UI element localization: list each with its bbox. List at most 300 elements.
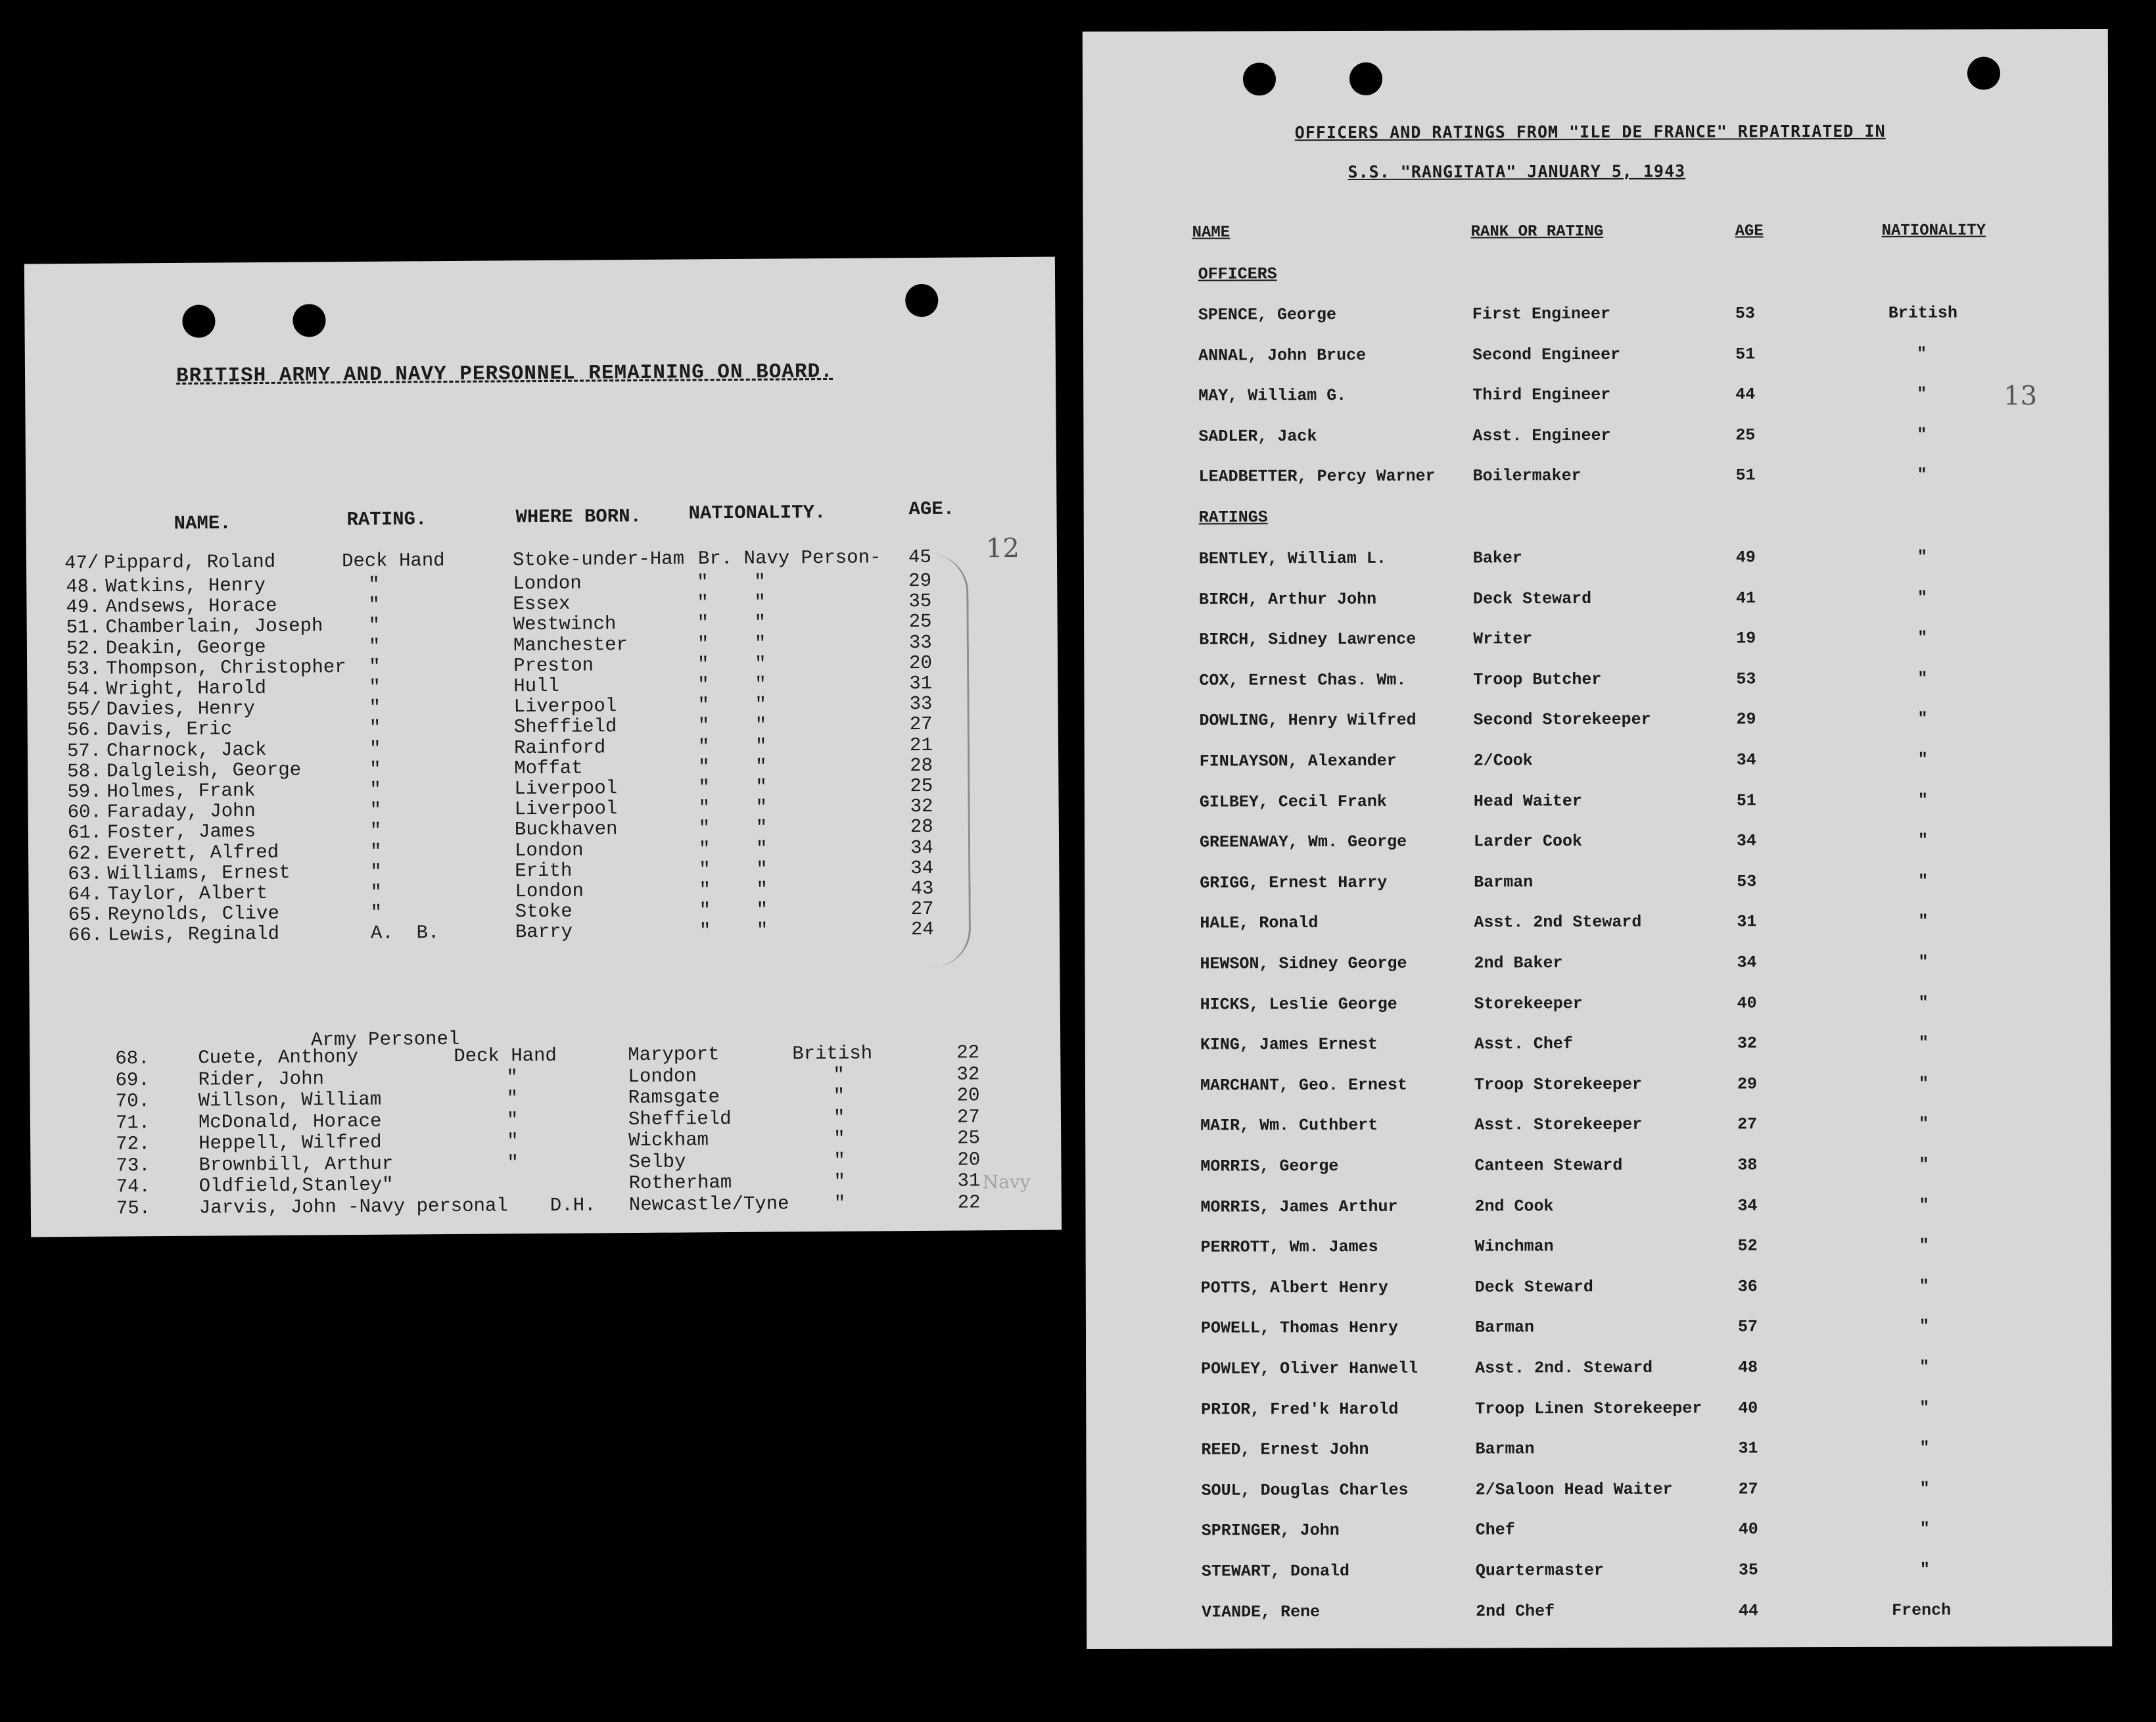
cell-age: 53	[1735, 304, 1755, 323]
table-row	[1085, 830, 2110, 852]
table-row	[1085, 1033, 2111, 1055]
col-header-where-born: WHERE BORN.	[515, 505, 642, 529]
cell-age: 34	[1737, 953, 1757, 972]
cell-nationality: "	[833, 1107, 845, 1129]
table-row	[1086, 1438, 2111, 1460]
cell-nationality: " "	[699, 899, 768, 922]
cell-row-number: 73.	[116, 1154, 151, 1177]
cell-rank-or-rating: Boilermaker	[1472, 466, 1582, 486]
right-sheet-title-line2: S.S. "RANGITATA" JANUARY 5, 1943	[1348, 161, 1686, 181]
cell-rating: "	[370, 881, 383, 903]
cell-row-number: 52.	[66, 637, 101, 659]
cell-rank-or-rating: Winchman	[1474, 1237, 1554, 1256]
cell-nationality: "	[1918, 952, 1929, 972]
cell-birthplace: Rotherham	[628, 1172, 732, 1195]
cell-person-name: MAY, William G.	[1198, 386, 1347, 406]
table-row	[1086, 1276, 2111, 1298]
cell-nationality: "	[1919, 1317, 1929, 1337]
cell-age: 34	[1736, 750, 1756, 770]
cell-rating: "	[369, 738, 381, 760]
cell-age: 35	[1738, 1560, 1758, 1580]
left-sheet-title: BRITISH ARMY AND NAVY PERSONNEL REMAINING ON BOARD.	[176, 360, 833, 388]
table-row	[1085, 1155, 2111, 1176]
cell-nationality: "	[1919, 1357, 1930, 1377]
cell-rank-or-rating: 2/Cook	[1473, 751, 1533, 771]
cell-rating: "	[507, 1130, 519, 1153]
cell-age: 51	[1735, 344, 1756, 364]
cell-rating: "	[369, 696, 381, 719]
table-row	[1085, 993, 2111, 1015]
cell-rank-or-rating: Second Engineer	[1472, 345, 1621, 365]
table-row	[1083, 425, 2109, 446]
cell-person-name: BIRCH, Sidney Lawrence	[1199, 629, 1417, 650]
cell-nationality: " "	[698, 776, 767, 799]
cell-person-name: BENTLEY, William L.	[1198, 548, 1386, 569]
cell-person-name: Everett, Alfred	[106, 841, 279, 865]
cell-person-name: Davies, Henry	[106, 698, 255, 721]
cell-person-name: FINLAYSON, Alexander	[1199, 751, 1397, 771]
cell-nationality: "	[1917, 425, 1927, 444]
cell-nationality: "	[1919, 1438, 1930, 1458]
cell-nationality: "	[1917, 830, 1929, 850]
table-row	[1086, 1235, 2111, 1257]
punch-hole	[293, 304, 325, 337]
col-header-name: NAME	[1192, 224, 1230, 242]
cell-person-name: BIRCH, Arthur John	[1199, 589, 1377, 610]
cell-row-number: 70.	[115, 1090, 151, 1112]
cell-row-number: 56.	[66, 719, 102, 742]
cell-row-number: 47/	[64, 552, 99, 575]
cell-person-name: Pippard, Roland	[103, 550, 276, 574]
table-row	[30, 1105, 1061, 1134]
cell-age: 29	[1736, 709, 1756, 729]
punch-hole	[1243, 62, 1276, 95]
punch-hole	[1349, 62, 1382, 95]
army-personnel-label: Army Personel	[310, 1028, 460, 1051]
cell-age: 25	[910, 775, 933, 798]
cell-birthplace: London	[515, 880, 584, 903]
cell-age: 34	[1736, 831, 1757, 851]
cell-nationality: "	[1919, 1155, 1929, 1174]
page-number-note: 12	[985, 533, 1019, 564]
cell-nationality: "	[1919, 1398, 1930, 1418]
table-row	[31, 1191, 1062, 1220]
cell-person-name: POWLEY, Oliver Hanwell	[1201, 1358, 1418, 1379]
cell-person-name: SADLER, Jack	[1198, 426, 1317, 446]
cell-person-name: Andsews, Horace	[105, 595, 277, 618]
cell-rank-or-rating: Head Waiter	[1473, 791, 1582, 811]
cell-age: 53	[1736, 669, 1756, 689]
cell-age: 33	[909, 693, 933, 715]
cell-person-name: DOWLING, Henry Wilfred	[1199, 711, 1417, 730]
cell-birthplace: Stoke-under-Ham	[512, 548, 685, 571]
cell-rating: "	[369, 676, 381, 698]
cell-rank-or-rating: Third Engineer	[1472, 385, 1611, 405]
cell-rank-or-rating: Barman	[1474, 873, 1534, 892]
table-row	[1084, 669, 2109, 690]
cell-row-number: 74.	[116, 1176, 151, 1198]
cell-birthplace: Moffat	[514, 757, 583, 780]
cell-row-number: 64.	[68, 883, 103, 906]
cell-nationality: "	[833, 1170, 846, 1193]
cell-nationality: " "	[697, 673, 766, 696]
cell-row-number: 55/	[66, 698, 101, 721]
cell-rating: "	[369, 758, 381, 780]
cell-nationality: "	[833, 1192, 846, 1214]
cell-nationality: French	[1892, 1600, 1952, 1620]
cell-rank-or-rating: Barman	[1475, 1439, 1535, 1459]
cell-person-name: KING, James Ernest	[1200, 1035, 1378, 1055]
cell-nationality: " "	[699, 858, 768, 881]
cell-age: 32	[956, 1063, 980, 1086]
cell-nationality: "	[1919, 1560, 1930, 1579]
cell-nationality: "	[1917, 344, 1927, 364]
cell-nationality: " "	[699, 878, 768, 901]
cell-birthplace: Barry	[515, 921, 573, 944]
cell-rating: "	[369, 840, 382, 863]
cell-age: 40	[1737, 993, 1757, 1013]
cell-rank-or-rating: First Engineer	[1472, 304, 1610, 324]
cell-birthplace: London	[628, 1064, 697, 1088]
officers-section-label: OFFICERS	[1198, 264, 1277, 284]
punch-hole	[1967, 57, 2000, 89]
cell-person-name: Lewis, Reginald	[107, 923, 280, 947]
cell-age: 29	[908, 569, 932, 592]
cell-rating: "	[507, 1151, 519, 1174]
cell-age: 40	[1738, 1398, 1758, 1418]
cell-row-number: 53.	[66, 658, 101, 680]
cell-row-number: 60.	[67, 801, 103, 824]
cell-age: 25	[908, 611, 932, 633]
cell-row-number: 59.	[67, 780, 102, 803]
cell-nationality: "	[1917, 384, 1927, 404]
cell-age: 34	[910, 857, 934, 879]
cell-nationality: " "	[697, 571, 766, 594]
cell-rating: "	[368, 635, 381, 658]
cell-nationality: "	[1918, 1074, 1929, 1093]
table-row	[1086, 1357, 2111, 1379]
cell-person-name: VIANDE, Rene	[1202, 1602, 1321, 1622]
cell-rating: A. B.	[370, 922, 440, 945]
col-header-age: AGE	[1735, 222, 1764, 241]
col-header-rating: RATING.	[346, 508, 427, 531]
cell-row-number: 65.	[68, 903, 103, 926]
cell-nationality: " "	[698, 838, 768, 860]
table-row	[1087, 1560, 2112, 1581]
cell-person-name: PRIOR, Fred'k Harold	[1201, 1399, 1399, 1420]
cell-rank-or-rating: Barman	[1474, 1318, 1534, 1337]
cell-age: 41	[1736, 588, 1756, 608]
cell-rating: "	[370, 901, 383, 924]
cell-age: 34	[1737, 1195, 1758, 1216]
cell-nationality: "	[1917, 750, 1928, 769]
table-row	[1086, 1398, 2111, 1420]
cell-nationality: " "	[698, 817, 768, 840]
cell-rating: "	[369, 820, 382, 842]
cell-nationality: " "	[698, 796, 768, 819]
cell-row-number: 68.	[115, 1047, 150, 1070]
cell-nationality: "	[833, 1064, 845, 1086]
cell-rank-or-rating: Asst. Engineer	[1472, 425, 1611, 446]
cell-birthplace: Manchester	[513, 633, 628, 656]
cell-age: 27	[1738, 1479, 1758, 1499]
table-row	[1083, 303, 2109, 325]
table-row	[1085, 1074, 2111, 1095]
cell-nationality: "	[1919, 1195, 1929, 1215]
punch-hole	[905, 284, 938, 317]
cell-person-name: Oldfield,Stanley"	[199, 1174, 394, 1197]
cell-birthplace: Stoke	[515, 900, 573, 923]
cell-nationality: " "	[697, 653, 766, 676]
table-row	[1084, 709, 2109, 730]
cell-person-name: POWELL, Thomas Henry	[1200, 1318, 1399, 1338]
cell-age: 40	[1738, 1519, 1758, 1539]
cell-age: 20	[956, 1084, 980, 1107]
cell-age: 25	[1735, 425, 1756, 445]
cell-person-name: MORRIS, James Arthur	[1200, 1197, 1398, 1217]
cell-rank-or-rating: Storekeeper	[1474, 993, 1583, 1014]
cell-row-number: 49.	[66, 596, 101, 619]
cell-person-name: Charnock, Jack	[106, 738, 267, 762]
cell-birthplace: Liverpool	[513, 695, 617, 718]
table-row	[1085, 871, 2110, 893]
cell-rating: "	[370, 861, 382, 883]
cell-rank-or-rating: Baker	[1472, 548, 1522, 568]
right-sheet-title-line1: OFFICERS AND RATINGS FROM "ILE DE FRANCE" REPATRIATED IN	[1294, 121, 1886, 143]
cell-person-name: Reynolds, Clive	[107, 902, 279, 926]
cell-rating: "	[369, 717, 381, 740]
cell-nationality: "	[833, 1149, 845, 1172]
cell-age: 32	[1737, 1034, 1757, 1053]
col-header-nationality: NATIONALITY.	[688, 501, 826, 525]
cell-nationality: " "	[697, 694, 767, 717]
cell-nationality: "	[1919, 1114, 1929, 1134]
cell-age: 43	[910, 877, 934, 900]
cell-rank-or-rating: Troop Butcher	[1473, 669, 1602, 690]
cell-age: 48	[1738, 1358, 1758, 1377]
cell-rank-or-rating: 2nd Baker	[1474, 953, 1563, 973]
cell-rating: "	[368, 594, 381, 617]
cell-nationality: "	[1919, 1519, 1930, 1539]
cell-row-number: 69.	[115, 1068, 150, 1091]
ratings-section-label: RATINGS	[1198, 508, 1268, 527]
cell-person-name: Rider, John	[198, 1067, 325, 1091]
cell-row-number: 72.	[116, 1133, 151, 1155]
cell-rating: Deck Hand	[454, 1044, 557, 1067]
table-row	[30, 1148, 1061, 1177]
cell-person-name: Foster, James	[106, 821, 256, 844]
cell-person-name: McDonald, Horace	[198, 1110, 382, 1134]
cell-age: 28	[910, 816, 933, 838]
cell-age: 44	[1739, 1600, 1759, 1621]
table-row	[1085, 750, 2110, 771]
cell-row-number: 58.	[67, 760, 102, 782]
cell-nationality: " "	[698, 755, 767, 778]
cell-nationality: Br. Navy Person-	[697, 546, 881, 570]
cell-rating: "	[369, 799, 382, 822]
cell-person-name: Dalgleish, George	[106, 759, 302, 782]
cell-rank-or-rating: Chef	[1475, 1520, 1515, 1540]
cell-rank-or-rating: Asst. 2nd Steward	[1474, 913, 1642, 932]
cell-age: 20	[909, 652, 933, 674]
cell-person-name: REED, Ernest John	[1201, 1440, 1369, 1460]
cell-age: 51	[1735, 466, 1756, 485]
cell-age: 31	[909, 672, 933, 695]
cell-nationality: " "	[697, 735, 767, 757]
cell-nationality: "	[1917, 628, 1928, 648]
cell-person-name: Willson, William	[198, 1088, 382, 1112]
cell-person-name: Faraday, John	[106, 800, 256, 823]
cell-nationality: " "	[697, 715, 767, 737]
cell-nationality: " "	[699, 920, 768, 942]
cell-nationality: "	[833, 1085, 845, 1107]
cell-rating: "	[368, 615, 381, 637]
cell-birthplace: Newcastle/Tyne	[628, 1192, 789, 1216]
table-row	[1087, 1519, 2112, 1541]
cell-nationality: "	[1917, 547, 1927, 567]
cell-row-number: 61.	[67, 822, 103, 844]
cell-nationality: " "	[697, 612, 766, 634]
cell-person-name: MORRIS, George	[1200, 1157, 1339, 1176]
cell-rank-or-rating: Asst. 2nd. Steward	[1475, 1358, 1653, 1378]
cell-person-name: LEADBETTER, Percy Warner	[1198, 467, 1436, 487]
cell-rank-or-rating: 2/Saloon Head Waiter	[1475, 1479, 1673, 1500]
cell-nationality: "	[1919, 1479, 1930, 1498]
cell-person-name: GREENAWAY, Wm. George	[1199, 832, 1407, 852]
cell-age: 35	[908, 590, 932, 613]
cell-age: 53	[1737, 872, 1757, 892]
cell-person-name: Cuete, Anthony	[198, 1045, 359, 1069]
cell-row-number: 66.	[68, 924, 103, 947]
cell-birthplace: Erith	[515, 859, 573, 882]
cell-rating: "	[506, 1109, 519, 1131]
table-row	[1087, 1479, 2112, 1500]
cell-birthplace: Wickham	[628, 1129, 709, 1152]
cell-nationality: "	[1917, 588, 1928, 608]
cell-person-name: HALE, Ronald	[1200, 913, 1319, 933]
cell-person-name: Taylor, Albert	[107, 882, 268, 905]
cell-person-name: SPRINGER, John	[1201, 1521, 1340, 1541]
table-row	[1084, 547, 2109, 569]
cell-rating: "	[369, 778, 381, 801]
cell-nationality: "	[1918, 1033, 1929, 1053]
cell-age: 31	[1738, 1439, 1758, 1458]
cell-person-name: Williams, Ernest	[107, 861, 291, 885]
cell-nationality: "	[1918, 871, 1929, 891]
cell-birthplace: Preston	[513, 654, 594, 677]
cell-rank-or-rating: Deck Steward	[1473, 588, 1592, 609]
cell-rank-or-rating: Asst. Chef	[1474, 1034, 1573, 1054]
cell-person-name: Wright, Harold	[106, 677, 267, 700]
cell-rank-or-rating: Writer	[1473, 629, 1533, 649]
cell-birthplace: Essex	[513, 592, 571, 615]
cell-person-name: COX, Ernest Chas. Wm.	[1199, 670, 1407, 690]
cell-birthplace: Hull	[513, 675, 560, 698]
col-header-nationality: NATIONALITY	[1881, 222, 1986, 240]
table-row	[1083, 344, 2109, 366]
cell-person-name: GRIGG, Ernest Harry	[1200, 873, 1388, 893]
cell-age: 21	[909, 734, 933, 756]
table-row	[1084, 465, 2109, 487]
cell-age: 52	[1737, 1236, 1758, 1256]
cell-row-number: 75.	[116, 1197, 151, 1220]
cell-nationality: British	[1888, 303, 1957, 323]
cell-age: 44	[1735, 385, 1756, 404]
cell-row-number: 57.	[66, 740, 102, 762]
table-row	[1085, 1114, 2111, 1136]
cell-birthplace: Buckhaven	[514, 818, 618, 841]
cell-birthplace: Sheffield	[513, 715, 617, 738]
page-number-note: 13	[2004, 381, 2038, 412]
cell-person-name: Davis, Eric	[106, 718, 233, 742]
cell-birthplace: Liverpool	[514, 798, 618, 821]
cell-rating: "	[506, 1088, 519, 1110]
cell-person-name: Holmes, Frank	[106, 780, 256, 803]
cell-nationality: "	[1917, 466, 1927, 485]
cell-rank-or-rating: Deck Steward	[1474, 1277, 1593, 1297]
left-document-sheet	[24, 257, 1062, 1237]
cell-age: 27	[1737, 1114, 1758, 1134]
cell-rating: "	[506, 1066, 519, 1088]
cell-person-name: Brownbill, Arthur	[199, 1153, 394, 1176]
cell-birthplace: London	[514, 839, 584, 861]
cell-person-name: MARCHANT, Geo. Ernest	[1200, 1075, 1408, 1095]
cell-nationality: "	[1919, 1235, 1929, 1255]
cell-age: 34	[910, 836, 934, 859]
cell-person-name: POTTS, Albert Henry	[1200, 1278, 1388, 1298]
table-row	[1086, 1316, 2111, 1338]
cell-age: 32	[910, 796, 933, 818]
cell-row-number: 48.	[66, 575, 101, 598]
cell-nationality: "	[1917, 709, 1928, 729]
cell-rank-or-rating: Quartermaster	[1475, 1560, 1604, 1581]
cell-age: 57	[1737, 1317, 1758, 1337]
cell-birthplace: Maryport	[628, 1043, 720, 1066]
cell-age: 33	[908, 631, 932, 654]
punch-hole	[182, 304, 215, 337]
cell-person-name: STEWART, Donald	[1201, 1561, 1349, 1581]
cell-person-name: Watkins, Henry	[105, 574, 266, 598]
cell-age: 22	[957, 1191, 981, 1214]
cell-person-name: Deakin, George	[105, 636, 266, 659]
cell-row-number: 54.	[66, 678, 101, 701]
cell-age: 36	[1737, 1277, 1758, 1297]
right-document-sheet	[1083, 29, 2112, 1649]
cell-person-name: Jarvis, John -Navy personal	[199, 1194, 508, 1219]
cell-rank-or-rating: 2nd Cook	[1474, 1196, 1554, 1216]
table-row	[1084, 628, 2109, 650]
col-header-rank: RANK OR RATING	[1470, 222, 1604, 241]
cell-birthplace: Liverpool	[514, 777, 618, 800]
cell-age: 51	[1736, 790, 1756, 811]
cell-age: 24	[910, 919, 934, 941]
table-row	[1085, 790, 2110, 812]
cell-age: 28	[910, 754, 933, 777]
cell-age: 27	[910, 898, 934, 921]
cell-person-name: SOUL, Douglas Charles	[1201, 1480, 1409, 1500]
cell-rank-or-rating: Troop Linen Storekeeper	[1475, 1399, 1702, 1419]
cell-person-name: SPENCE, George	[1198, 305, 1336, 325]
cell-nationality: "	[1918, 993, 1929, 1013]
cell-person-name: MAIR, Wm. Cuthbert	[1200, 1116, 1378, 1136]
table-row	[30, 1041, 1060, 1070]
cell-person-name: Thompson, Christopher	[106, 656, 346, 680]
cell-row-number: 51.	[66, 617, 101, 639]
cell-age: 49	[1735, 548, 1756, 567]
table-row	[1087, 1600, 2112, 1622]
cell-rank-or-rating: Larder Cook	[1473, 832, 1583, 851]
cell-age: 29	[1737, 1074, 1758, 1094]
